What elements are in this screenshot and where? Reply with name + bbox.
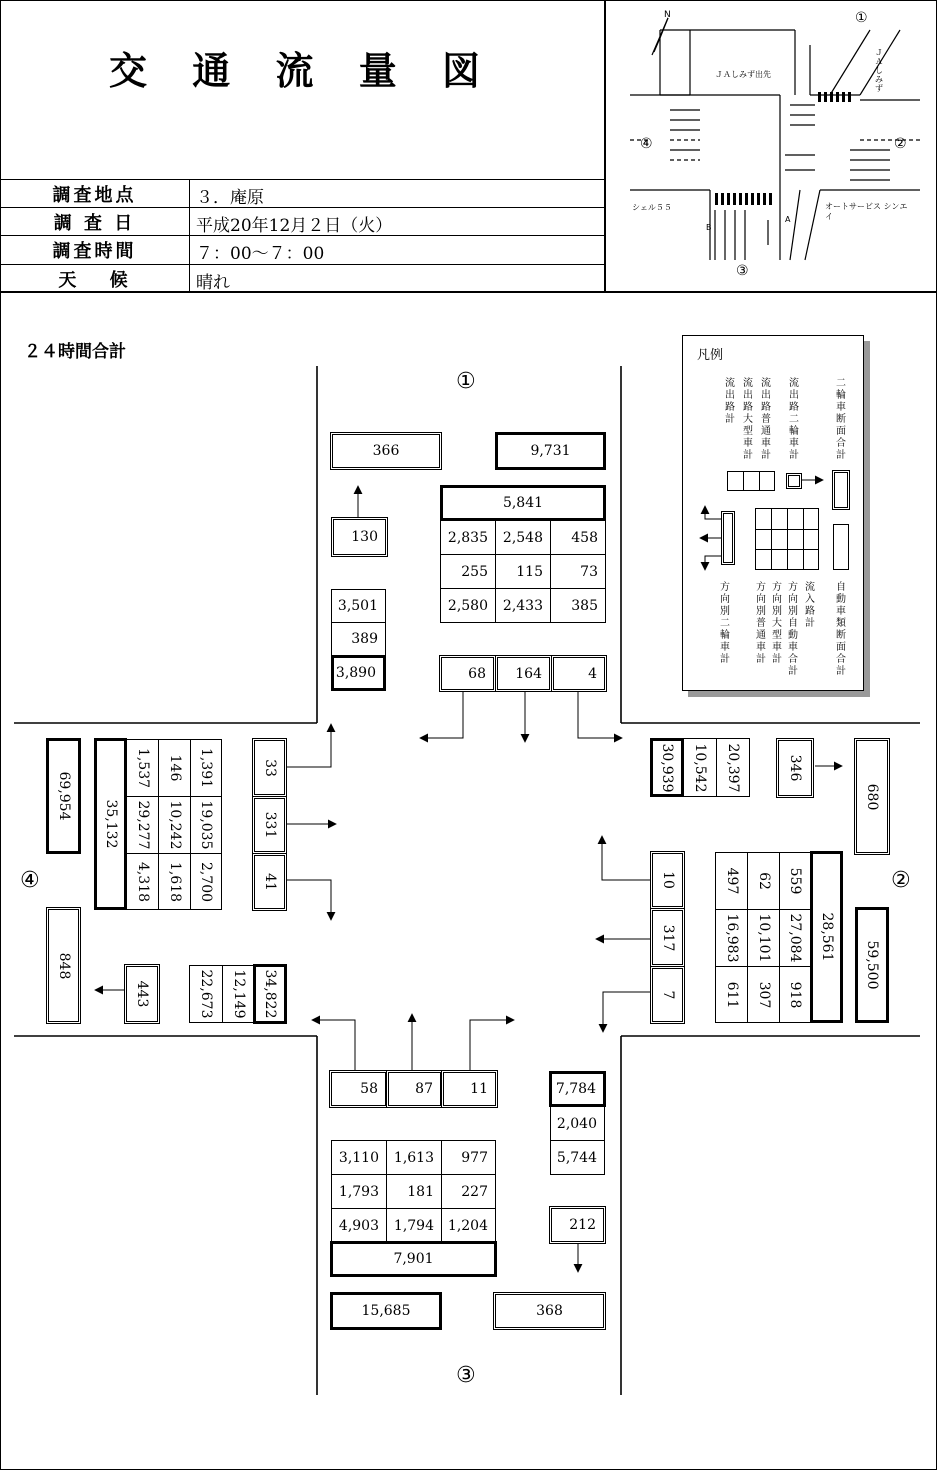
approach-4-in-total-text: 35,132 bbox=[102, 799, 119, 849]
approach-3-out-total: 7,784 bbox=[549, 1071, 606, 1107]
approach-4-dir-moto-left-text: 41 bbox=[261, 873, 278, 891]
approach-1-dir-large-left: 255 bbox=[440, 554, 496, 589]
approach-2-dir-total-straight-text: 27,084 bbox=[787, 913, 803, 963]
map-approach-3: ③ bbox=[736, 263, 749, 279]
map-label-ja-right: ＪＡしみず bbox=[875, 48, 883, 93]
legend-bottom-label-5: 流入路計 bbox=[805, 582, 815, 629]
approach-3-dir-large-right: 227 bbox=[441, 1174, 496, 1209]
approach-1-out-large: 389 bbox=[331, 622, 386, 656]
approach-1-dir-total-left: 2,835 bbox=[440, 520, 496, 555]
approach-4-dir-total-straight bbox=[126, 796, 159, 854]
approach-4-in-total bbox=[94, 738, 127, 910]
approach-4-moto-out bbox=[124, 964, 160, 1024]
approach-2-dir-normal-left-text: 611 bbox=[723, 981, 740, 1008]
approach-4-dir-normal-left bbox=[190, 853, 222, 910]
approach-4-dir-large-left bbox=[158, 853, 191, 910]
approach-4-dir-moto-straight bbox=[252, 796, 287, 854]
legend-top-label-3: 流出路普通車計 bbox=[761, 378, 771, 461]
info-value-date: 平成20年12月２日（火） bbox=[196, 216, 393, 236]
approach-4-moto-cross bbox=[46, 907, 81, 1024]
approach-1-dir-moto-left: 68 bbox=[439, 655, 496, 692]
legend-bottom-label-1: 方向別二輪車計 bbox=[720, 582, 730, 665]
approach-3-auto-cross: 15,685 bbox=[330, 1292, 442, 1330]
approach-2-dir-normal-left bbox=[715, 966, 748, 1023]
approach-3-dir-large-left: 1,793 bbox=[331, 1174, 387, 1209]
approach-4-dir-large-right-text: 146 bbox=[166, 754, 183, 782]
approach-2-dir-normal-right bbox=[715, 852, 748, 910]
info-label-date: 調 査 日 bbox=[53, 213, 136, 234]
legend bbox=[682, 335, 864, 691]
approach-2-moto-out bbox=[776, 738, 814, 798]
approach-4-dir-large-straight-text: 10,242 bbox=[166, 800, 183, 850]
approach-3-dir-total-left: 4,903 bbox=[331, 1208, 387, 1243]
approach-4-dir-large-left-text: 1,618 bbox=[166, 861, 183, 902]
legend-top-label-4: 流出路二輪車計 bbox=[789, 378, 799, 461]
approach-4-moto-out-text: 443 bbox=[134, 980, 150, 1008]
approach-2-out-normal-text: 20,397 bbox=[725, 743, 741, 792]
approach-1-moto-cross: 366 bbox=[330, 432, 442, 470]
approach-1-dir-moto-right: 4 bbox=[551, 655, 607, 692]
approach-2-out-normal bbox=[716, 738, 750, 797]
info-value-time: ７：00～７：00 bbox=[196, 244, 325, 264]
approach-1-dir-large-straight: 115 bbox=[495, 554, 551, 589]
legend-bottom-label-6: 自動車類断面合計 bbox=[836, 582, 846, 677]
approach-2-dir-large-straight bbox=[747, 909, 780, 967]
approach-3-moto-cross: 368 bbox=[493, 1292, 606, 1330]
approach-4-dir-normal-left-text: 2,700 bbox=[198, 861, 214, 902]
legend-title: 凡例 bbox=[697, 348, 724, 363]
approach-1-dir-total-straight: 2,548 bbox=[495, 520, 551, 555]
approach-4-dir-total-right bbox=[126, 739, 159, 797]
approach-2-dir-total-right bbox=[779, 852, 811, 910]
legend-bottom-label-3: 方向別大型車計 bbox=[772, 582, 782, 665]
approach-2-in-total bbox=[810, 851, 843, 1023]
approach-3-dir-normal-right: 977 bbox=[441, 1140, 496, 1175]
approach-2-dir-moto-right bbox=[650, 851, 685, 909]
approach-2-out-total-text: 30,939 bbox=[659, 743, 675, 792]
approach-2-dir-normal-right-text: 497 bbox=[723, 867, 740, 895]
approach-2-dir-normal-straight bbox=[715, 909, 748, 967]
approach-3-dir-large-straight: 181 bbox=[386, 1174, 442, 1209]
approach-4-dir-normal-straight-text: 19,035 bbox=[198, 800, 214, 850]
approach-1-dir-normal-left: 2,580 bbox=[440, 588, 496, 623]
approach-4-dir-total-right-text: 1,537 bbox=[134, 747, 151, 789]
approach-4-dir-moto-straight-text: 331 bbox=[261, 811, 278, 839]
map-label-b: B bbox=[706, 223, 712, 232]
approach-2-dir-total-left-text: 918 bbox=[787, 981, 803, 1008]
approach-4-dir-total-left bbox=[126, 853, 159, 910]
subtitle: ２４時間合計 bbox=[24, 342, 126, 362]
approach-2-dir-normal-straight-text: 16,983 bbox=[723, 913, 740, 963]
info-label-time: 調査時間 bbox=[52, 241, 137, 262]
approach-2-moto-cross-text: 680 bbox=[864, 783, 880, 810]
approach-1-dir-normal-right: 385 bbox=[550, 588, 606, 623]
approach-1-dir-moto-straight: 164 bbox=[495, 655, 552, 692]
approach-3-out-normal: 5,744 bbox=[550, 1140, 605, 1175]
approach-2-dir-total-right-text: 559 bbox=[787, 867, 803, 895]
approach-1-out-normal: 3,501 bbox=[331, 589, 386, 623]
approach-2-dir-moto-left-text: 7 bbox=[659, 990, 676, 1000]
approach-4-dir-large-right bbox=[158, 739, 191, 797]
approach-2-dir-moto-straight bbox=[650, 908, 685, 967]
approach-4-dir-large-straight bbox=[158, 796, 191, 854]
approach-2-out-total bbox=[650, 738, 684, 797]
legend-top-label-2: 流出路大型車計 bbox=[743, 378, 753, 461]
approach-4-dir-normal-straight bbox=[190, 796, 222, 854]
approach-2-dir-total-left bbox=[779, 966, 811, 1023]
approach-4-out-large-text: 12,149 bbox=[231, 969, 247, 1019]
approach-1-out-total: 3,890 bbox=[331, 655, 386, 691]
approach-2-dir-total-straight bbox=[779, 909, 811, 967]
approach-2-dir-large-straight-text: 10,101 bbox=[755, 913, 772, 963]
approach-2-dir-large-left bbox=[747, 966, 780, 1023]
approach-2-in-total-text: 28,561 bbox=[818, 912, 835, 962]
approach-1-in-total: 5,841 bbox=[440, 485, 606, 521]
approach-4-out-total-text: 34,822 bbox=[262, 969, 278, 1019]
approach-2-out-large-text: 10,542 bbox=[692, 743, 708, 792]
approach-4-dir-normal-right bbox=[190, 739, 222, 797]
approach-4-label: ④ bbox=[20, 868, 40, 893]
approach-4-dir-moto-left bbox=[252, 853, 287, 911]
info-label-weather: 天 候 bbox=[58, 270, 131, 291]
approach-3-dir-total-right: 1,204 bbox=[441, 1208, 496, 1243]
approach-2-dir-large-right bbox=[747, 852, 780, 910]
approach-1-dir-total-right: 458 bbox=[550, 520, 606, 555]
approach-4-auto-cross bbox=[46, 738, 81, 854]
approach-3-dir-moto-left: 58 bbox=[329, 1070, 388, 1108]
approach-3-dir-moto-right: 11 bbox=[441, 1070, 498, 1108]
approach-3-out-large: 2,040 bbox=[550, 1106, 605, 1141]
approach-2-dir-large-left-text: 307 bbox=[755, 981, 772, 1008]
approach-1-moto-out: 130 bbox=[331, 517, 388, 557]
approach-2-moto-cross bbox=[854, 738, 890, 855]
legend-bottom-label-2: 方向別普通車計 bbox=[756, 582, 766, 665]
map-label-ja-road: ＪＡしみず出先 bbox=[715, 70, 771, 79]
approach-2-moto-out-text: 346 bbox=[787, 754, 803, 782]
approach-4-dir-total-straight-text: 29,277 bbox=[134, 800, 151, 850]
info-value-weather: 晴れ bbox=[196, 273, 230, 293]
approach-2-auto-cross bbox=[855, 907, 889, 1023]
approach-3-dir-normal-straight: 1,613 bbox=[386, 1140, 442, 1175]
approach-4-out-large bbox=[222, 965, 256, 1023]
map-north-label: N bbox=[664, 10, 671, 20]
approach-4-out-normal-text: 22,673 bbox=[198, 969, 214, 1019]
approach-2-auto-cross-text: 59,500 bbox=[864, 940, 880, 990]
map-approach-4: ④ bbox=[640, 136, 653, 152]
approach-1-dir-normal-straight: 2,433 bbox=[495, 588, 551, 623]
approach-3-dir-moto-straight: 87 bbox=[386, 1070, 443, 1108]
map-approach-2: ② bbox=[894, 136, 907, 152]
map-approach-1: ① bbox=[855, 10, 868, 26]
approach-2-out-large bbox=[683, 738, 717, 797]
page-title: 交 通 流 量 図 bbox=[109, 48, 496, 93]
approach-2-label: ② bbox=[891, 868, 911, 893]
approach-1-auto-cross: 9,731 bbox=[495, 432, 606, 470]
approach-4-out-total bbox=[253, 964, 287, 1024]
approach-1-dir-large-right: 73 bbox=[550, 554, 606, 589]
approach-4-dir-moto-right bbox=[252, 738, 287, 797]
approach-1-label: ① bbox=[456, 369, 476, 394]
info-label-location: 調査地点 bbox=[52, 185, 137, 206]
approach-3-moto-out: 212 bbox=[549, 1206, 606, 1244]
approach-2-dir-large-right-text: 62 bbox=[755, 872, 772, 890]
approach-3-dir-normal-left: 3,110 bbox=[331, 1140, 387, 1175]
map-label-shell: シェル５５ bbox=[632, 203, 672, 212]
approach-2-dir-moto-left bbox=[650, 966, 685, 1024]
legend-top-label-1: 流出路計 bbox=[725, 378, 735, 425]
approach-3-label: ③ bbox=[456, 1363, 476, 1388]
approach-2-dir-moto-straight-text: 317 bbox=[659, 924, 676, 951]
map-label-auto: オートサービス シンエイ bbox=[825, 202, 908, 221]
approach-4-moto-cross-text: 848 bbox=[55, 952, 72, 979]
approach-4-auto-cross-text: 69,954 bbox=[55, 771, 72, 821]
approach-4-dir-moto-right-text: 33 bbox=[261, 758, 278, 777]
map-label-a: A bbox=[785, 215, 791, 224]
legend-top-label-5: 二輪車断面合計 bbox=[836, 378, 846, 461]
approach-4-out-normal bbox=[189, 965, 223, 1023]
approach-3-in-total: 7,901 bbox=[330, 1241, 497, 1277]
approach-4-dir-normal-right-text: 1,391 bbox=[198, 747, 214, 789]
approach-3-dir-total-straight: 1,794 bbox=[386, 1208, 442, 1243]
info-value-location: ３．庵原 bbox=[196, 188, 264, 208]
approach-4-dir-total-left-text: 4,318 bbox=[134, 861, 151, 902]
legend-bottom-label-4: 方向別自動車合計 bbox=[788, 582, 798, 677]
approach-2-dir-moto-right-text: 10 bbox=[659, 871, 676, 889]
